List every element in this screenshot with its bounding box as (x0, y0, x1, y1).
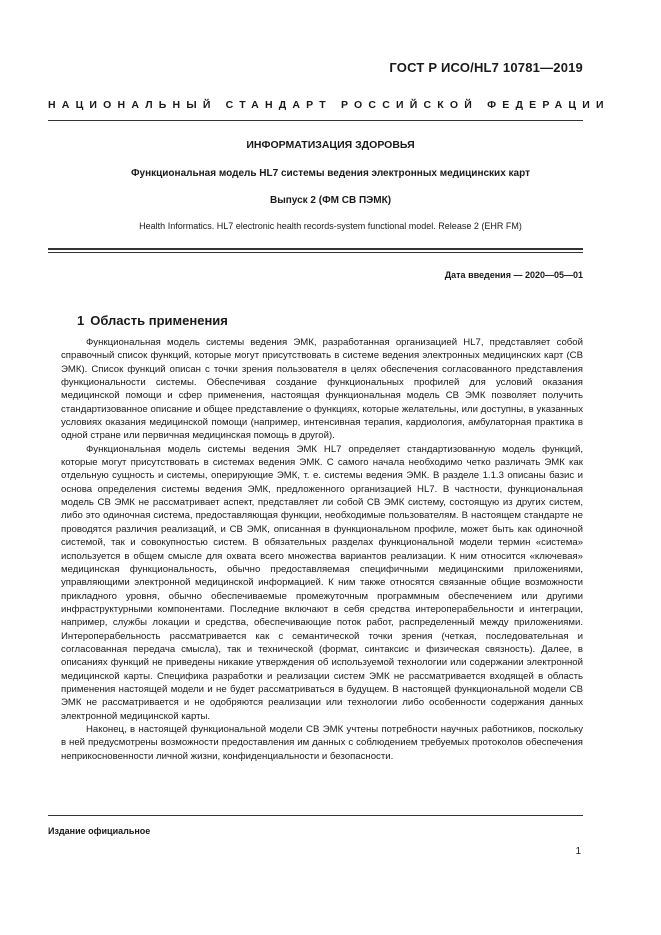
document-title: ИНФОРМАТИЗАЦИЯ ЗДОРОВЬЯ (246, 139, 415, 151)
english-title: Health Informatics. HL7 electronic health records-system functional model. Release 2 (EHR FM) (139, 221, 522, 231)
title-divider-thin (48, 252, 583, 253)
section-title: Область применения (90, 313, 228, 328)
paragraph: Наконец, в настоящей функциональной модели СВ ЭМК учтены потребности научных работников, поскольку в ней предусмотрены возможности предоставления им данных с соблюдением требуемых протоколов обеспечения неприкосновенности личной жизни, конфиденциальности и безопасности. (61, 723, 583, 762)
section-heading (77, 313, 228, 328)
gost-code: ГОСТ Р ИСО/HL7 10781—2019 (389, 60, 583, 75)
footer-divider (48, 815, 583, 816)
introduction-date: Дата введения — 2020—05—01 (444, 270, 583, 280)
paragraph: Функциональная модель системы ведения ЭМК HL7 определяет стандартизованную модель функций, которые могут присутствовать в системах ведения ЭМК. С самого начала необходимо четко различать ЭМК как отдельную сущность и системы, оперирующие ЭМК, т. е. системы ведения ЭМК. В разделе 1.1.3 описаны базис и основа определения системы ведения ЭМК, предложенного организацией HL7. В частности, функциональная модель СВ ЭМК не рассматривает аспект, представляет ли собой СВ ЭМК систему, состоящую из других систем, либо это одиночная система, предоставляющая функции, необходимые пользователям. В настоящем стандарте не проводятся различия реализаций, и СВ ЭМК, описанная в функциональном профиле, может быть как одиночной системой, так и совокупностью систем. В обязательных разделах функциональной модели термин «система» используется в общем смысле для охвата всего множества вариантов реализации. К ним относится «ключевая» медицинская функциональность, обычно предоставляемая специфичными медицинскими приложениями, управляющими электронной медицинской информацией. К ним также относятся связанные общие возможности прикладного уровня, обычно обеспечиваемые промежуточным программным обеспечением или другими инфраструктурными компонентами. Последние включают в себя средства интероперабельности и интеграции, например, службы локации и средства, обеспечивающие поток работ, распределенный между приложениями. Интероперабельность рассматривается как с семантической точки зрения (четкая, последовательная и согласованная передача смысла), так и технической (формат, синтаксис и физическая связность). Далее, в описаниях функций не приведены никакие утверждения об используемой технологии или содержании электронной медицинской карты. Специфика разработки и реализации систем ЭМК не рассматривается входящей в область применения настоящей модели и не будет рассматриваться в будущем. В настоящей функциональной модели СВ ЭМК не рассматривается и не одобряются реализации или технологии либо особенности содержания данных электронной медицинской карты. (61, 443, 583, 722)
document-subtitle: Функциональная модель HL7 системы ведения электронных медицинских карт (131, 168, 530, 179)
section-body (61, 336, 583, 763)
paragraph: Функциональная модель системы ведения ЭМК, разработанная организацией HL7, представляет собой справочный список функций, которые могут присутствовать в системе ведения электронных медицинских карт (СВ ЭМК). Список функций описан с точки зрения пользователя в целях обеспечения согласованного представления функциональности системы. Обеспечивая создание функциональных профилей для условий оказания медицинской помощи и сфер применения, настоящая функциональная модель СВ ЭМК позволяет получить стандартизованное описание и общее представление о функциях, которые желательны, или доступны, в указанных условиях оказания медицинской помощи (например, интенсивная терапия, кардиология, амбулаторная практика в одной стране или первичная медицинская помощь в другой). (61, 337, 583, 442)
document-issue: Выпуск 2 (ФМ СВ ПЭМК) (269, 195, 392, 206)
page-number: 1 (575, 846, 581, 857)
header-divider (48, 120, 583, 121)
official-edition-label: Издание официальное (48, 826, 151, 836)
national-standard-banner: НАЦИОНАЛЬНЫЙ СТАНДАРТ РОССИЙСКОЙ ФЕДЕРАЦИИ (48, 99, 610, 111)
section-number: 1 (77, 313, 85, 328)
